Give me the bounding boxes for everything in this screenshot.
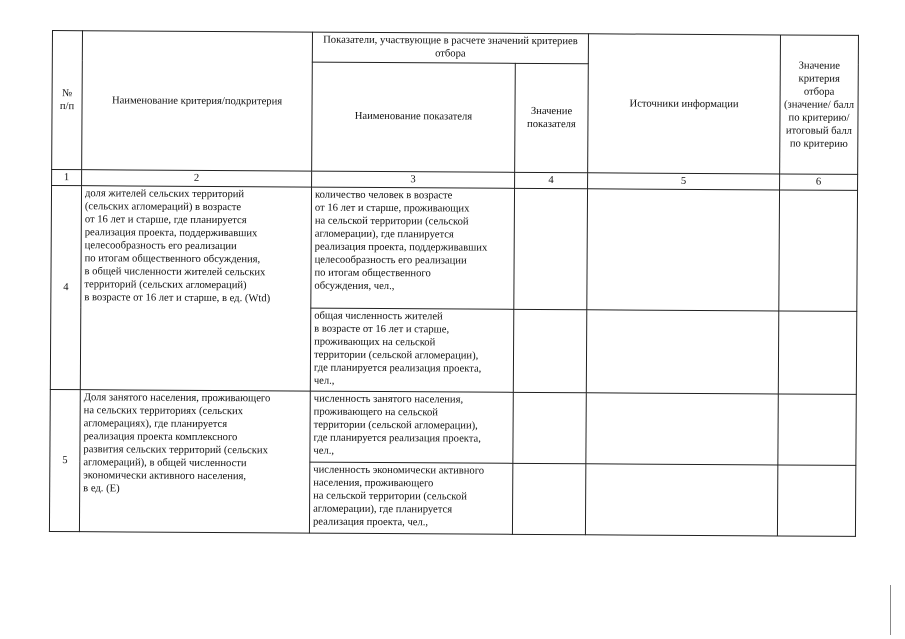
column-number: 1 [52,170,82,186]
column-number: 4 [515,172,588,188]
indicator-value-cell [513,392,586,463]
sources-cell [585,464,777,536]
column-number: 3 [312,171,515,188]
header-row-1 [52,31,858,66]
criterion-text: Доля занятого населения, проживающего на сельских территориях (сельских агломерациях), где планируется реализация проекта комплексного развития сельских территорий (сельских агломераций), в общей численности экономически активного населения, в ед. (E) [79,390,310,533]
indicator-text: численность экономически активного населения, проживающего на сельской территории (сельской агломерации), где планируется реализация проекта, чел., [309,462,512,534]
indicator-value-cell [512,463,585,534]
header-criterion-value: Значение критерия отбора (значение/ балл по критерию/ итоговый балл по критерию [780,35,859,174]
scan-edge-line [890,585,891,635]
indicator-text: количество человек в возрасте от 16 лет и старше, проживающих на сельской территории (сельской агломерации), где планируется реализация проекта, поддерживавших целесообразность его реализации по итогам общественного обсуждения, чел., [311,187,515,309]
indicator-text: численность занятого населения, проживающего на сельской территории (сельской агломерации), где планируется реализация проекта, чел., [310,391,513,463]
indicator-value-cell [514,188,588,309]
criterion-value-cell [777,465,855,536]
sources-cell [586,393,778,465]
header-sources: Источники информации [588,34,781,174]
column-number: 2 [82,170,312,187]
criterion-text: доля жителей сельских территорий (сельских агломераций) в возрасте от 16 лет и старше, где планируется реализация проекта, поддерживавших целесообразность его реализации по итогам общественного обсуждения, в общей численности жителей сельских территорий (сельских агломераций) в возрасте от 16 лет и старше, в ед. (Wtd) [80,186,311,391]
row-number: 4 [50,186,81,390]
indicator-value-cell [513,309,587,392]
header-indicator-name: Наименование показателя [312,62,516,173]
indicator-text: общая численность жителей в возрасте от 16 лет и старше, проживающих на сельской территории (сельской агломерации), где планируется реализация проекта, чел., [310,308,514,392]
column-number: 6 [780,174,858,190]
table-row [50,389,856,465]
header-criterion-name: Наименование критерия/подкритерия [82,31,313,171]
column-number: 5 [588,173,780,190]
sources-cell [586,310,779,394]
criterion-value-cell [778,311,857,394]
header-indicator-value: Значение показателя [515,63,589,173]
header-num: № п/п [52,31,83,170]
criterion-value-cell [778,394,856,465]
criterion-value-cell [779,190,858,311]
row-number: 5 [49,389,80,531]
sources-cell [587,189,780,311]
header-indicators-group: Показатели, участвующие в расчете значений критериев отбора [312,32,588,63]
table-row [51,186,858,312]
criteria-table [49,30,859,537]
